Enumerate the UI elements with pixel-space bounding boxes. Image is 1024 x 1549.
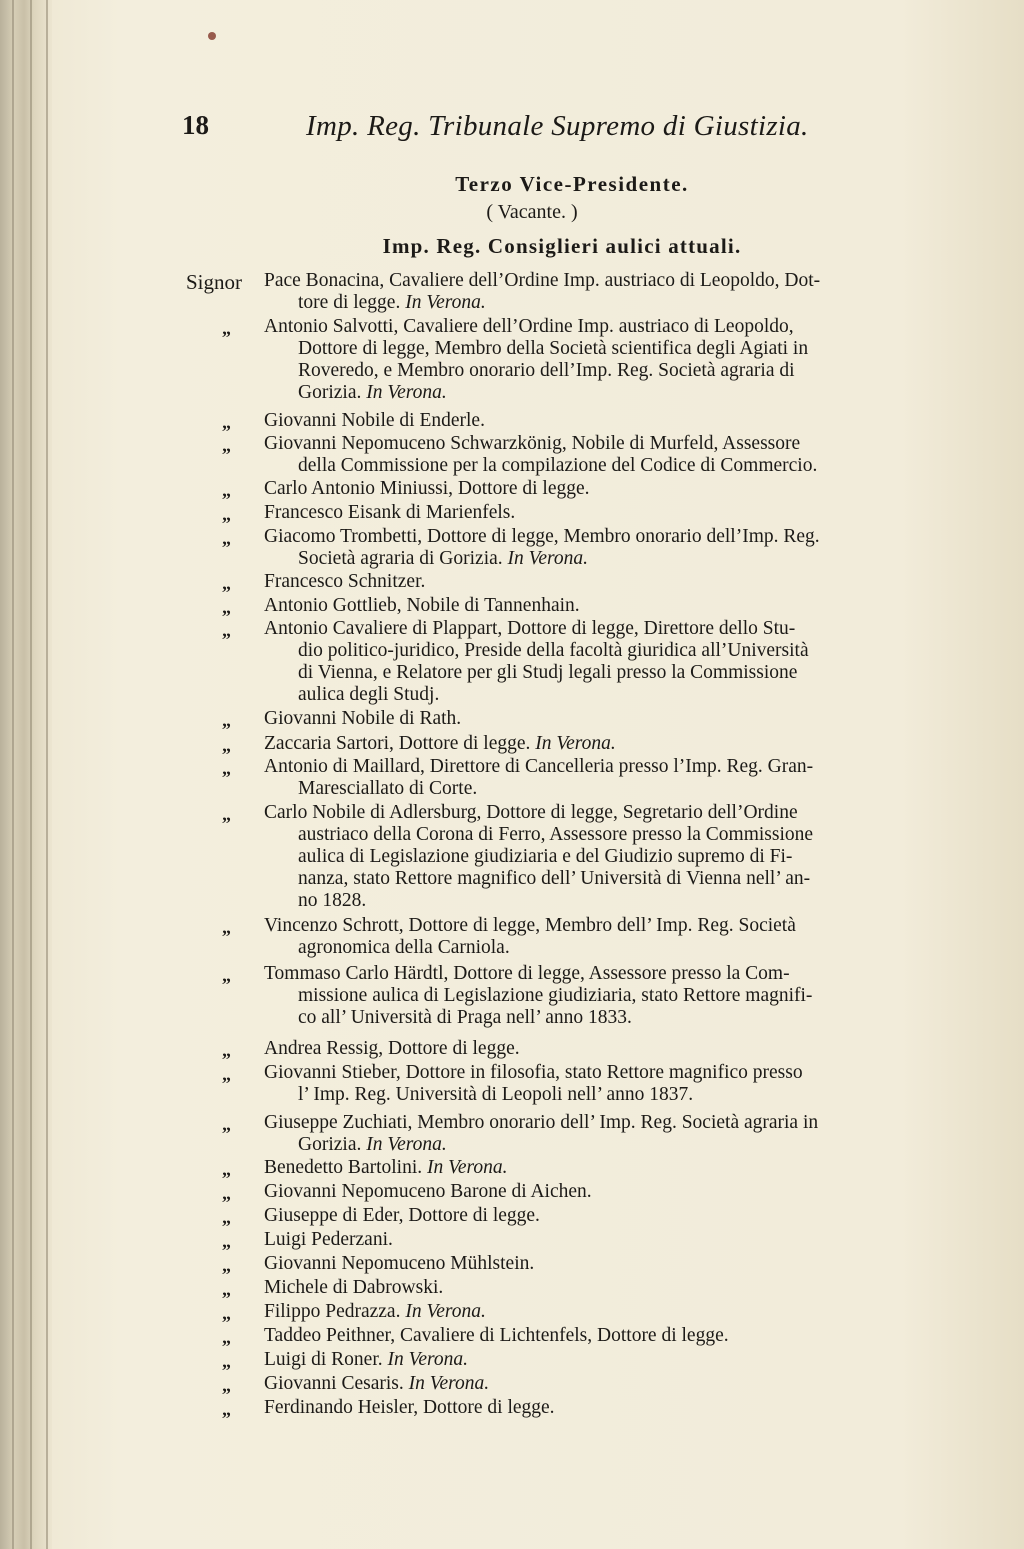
- ditto-mark: „: [222, 965, 231, 985]
- entry-line: [264, 1397, 990, 1419]
- entry-line: [264, 433, 990, 455]
- ditto-mark: „: [222, 1207, 231, 1227]
- entry-line-text: Carlo Nobile di Adlersburg, Dottore di legge, Segretario dell’Ordine: [264, 802, 798, 823]
- entry-line-text: Gorizia.: [298, 382, 362, 403]
- entry-line: [264, 708, 990, 730]
- entry-text: [264, 1205, 990, 1227]
- running-title: Imp. Reg. Tribunale Supremo di Giustizia.: [306, 110, 809, 142]
- entry-line: [264, 1134, 990, 1156]
- entry-text: [264, 802, 990, 912]
- entry-line: [264, 1112, 990, 1134]
- entry-line: [264, 571, 990, 593]
- entry-text: [264, 1373, 990, 1395]
- heading-terzo-vice-presidente: Terzo Vice-Presidente.: [455, 172, 689, 196]
- entry-line-text: Società agraria di Gorizia.: [298, 548, 503, 569]
- ditto-mark: „: [222, 528, 231, 548]
- entry-line: [264, 1373, 990, 1395]
- entry-line: [264, 595, 990, 617]
- entry-line-text: Carlo Antonio Miniussi, Dottore di legge.: [264, 478, 590, 499]
- binding-fold-line: [12, 0, 14, 1549]
- entry-line: [264, 824, 990, 846]
- entry-line-text: Luigi Pederzani.: [264, 1229, 393, 1250]
- entry-line-text: Giovanni Nepomuceno Mühlstein.: [264, 1253, 535, 1274]
- ditto-mark: „: [222, 435, 231, 455]
- entry-line-text: aulica degli Studj.: [298, 684, 440, 705]
- entry-line-text: Zaccaria Sartori, Dottore di legge.: [264, 733, 531, 754]
- entry-line: [264, 270, 990, 292]
- entry-text: [264, 1157, 990, 1179]
- entry-place: In Verona.: [366, 1134, 447, 1155]
- entry-text: [264, 733, 990, 755]
- ditto-mark: „: [222, 620, 231, 640]
- ditto-mark: „: [222, 1351, 231, 1371]
- entry-place: In Verona.: [387, 1349, 469, 1370]
- entry-line: [264, 618, 990, 640]
- entry-line-text: Gorizia.: [298, 1134, 362, 1155]
- ditto-mark: „: [222, 1159, 231, 1179]
- entry-line-text: Ferdinando Heisler, Dottore di legge.: [264, 1397, 555, 1418]
- ditto-mark: „: [222, 1399, 231, 1419]
- ditto-mark: „: [222, 318, 231, 338]
- entry-line: [264, 985, 990, 1007]
- entry-line: [264, 1277, 990, 1299]
- entry-line-text: Giovanni Nepomuceno Schwarzkönig, Nobile di Murfeld, Assessore: [264, 433, 801, 454]
- entry-line-text: Taddeo Peithner, Cavaliere di Lichtenfels, Dottore di legge.: [264, 1325, 729, 1346]
- entry-line-text: aulica di Legislazione giudiziaria e del Giudizio supremo di Fi-: [298, 846, 793, 867]
- entry-place: In Verona.: [427, 1157, 508, 1178]
- entry-line: [264, 963, 990, 985]
- entry-text: [264, 270, 990, 314]
- entry-line: [264, 316, 990, 338]
- entry-line: [264, 338, 990, 360]
- entry-text: [264, 1062, 990, 1106]
- entry-line-text: della Commissione per la compilazione del Codice di Commercio.: [298, 455, 818, 476]
- entry-line: [264, 684, 990, 706]
- entry-text: [264, 1112, 990, 1156]
- entry-line: [264, 1325, 990, 1347]
- ditto-mark: „: [222, 1375, 231, 1395]
- entry-text: [264, 571, 990, 593]
- entry-line: [264, 360, 990, 382]
- entry-line: [264, 1007, 990, 1029]
- entry-text: [264, 756, 990, 800]
- entry-line: [264, 478, 990, 500]
- binding-fold-line: [46, 0, 48, 1549]
- ink-spot: [208, 32, 216, 40]
- entry-place: In Verona.: [535, 733, 616, 754]
- entry-line-text: Andrea Ressig, Dottore di legge.: [264, 1038, 520, 1059]
- entry-line-text: l’ Imp. Reg. Università di Leopoli nell’ anno 1837.: [298, 1084, 694, 1105]
- entry-text: [264, 478, 990, 500]
- entry-place: In Verona.: [408, 1373, 490, 1394]
- entry-text: [264, 618, 990, 706]
- entry-line-text: Giovanni Nepomuceno Barone di Aichen.: [264, 1181, 592, 1202]
- entry-line: [264, 1084, 990, 1106]
- entry-line-text: Francesco Schnitzer.: [264, 571, 426, 592]
- entry-line: [264, 502, 990, 524]
- entry-line-text: Giacomo Trombetti, Dottore di legge, Membro onorario dell’Imp. Reg.: [264, 526, 820, 547]
- ditto-mark: „: [222, 1231, 231, 1251]
- entry-text: [264, 526, 990, 570]
- entry-place: In Verona.: [405, 1301, 486, 1322]
- ditto-mark: „: [222, 1040, 231, 1060]
- running-head: [182, 110, 982, 150]
- entry-text: [264, 316, 990, 404]
- entry-line-text: tore di legge.: [298, 292, 401, 313]
- entry-line: [264, 526, 990, 548]
- entry-line: [264, 1038, 990, 1060]
- entry-line-text: di Vienna, e Relatore per gli Studj legali presso la Commissione: [298, 662, 798, 683]
- binding-fold-line: [30, 0, 32, 1549]
- entry-text: [264, 1181, 990, 1203]
- entry-line: [264, 937, 990, 959]
- entry-line-text: missione aulica di Legislazione giudiziaria, stato Rettore magnifi-: [298, 985, 813, 1006]
- entry-line-text: Roveredo, e Membro onorario dell’Imp. Reg. Società agraria di: [298, 360, 795, 381]
- entry-line-text: Antonio Cavaliere di Plappart, Dottore di legge, Direttore dello Stu-: [264, 618, 796, 639]
- entry-text: [264, 502, 990, 524]
- ditto-mark: „: [222, 1303, 231, 1323]
- entry-line-text: Giovanni Stieber, Dottore in filosofia, stato Rettore magnifico presso: [264, 1062, 803, 1083]
- ditto-mark: „: [222, 1279, 231, 1299]
- entry-text: [264, 1229, 990, 1251]
- entry-text: [264, 708, 990, 730]
- entry-line-text: agronomica della Carniola.: [298, 937, 510, 958]
- book-binding: [0, 0, 52, 1549]
- entry-text: [264, 1038, 990, 1060]
- ditto-mark: „: [222, 1255, 231, 1275]
- entry-line-text: Luigi di Roner.: [264, 1349, 383, 1370]
- ditto-mark: „: [222, 480, 231, 500]
- entry-place: In Verona.: [507, 548, 589, 569]
- entry-line: [264, 1301, 990, 1323]
- entry-text: [264, 1253, 990, 1275]
- entry-line-text: Antonio di Maillard, Direttore di Cancelleria presso l’Imp. Reg. Gran-: [264, 756, 814, 777]
- entry-text: [264, 595, 990, 617]
- entry-line-text: Pace Bonacina, Cavaliere dell’Ordine Imp. austriaco di Leopoldo, Dot-: [264, 270, 821, 291]
- entry-line: [264, 410, 990, 432]
- entry-line: [264, 1253, 990, 1275]
- entry-line-text: Francesco Eisank di Marienfels.: [264, 502, 516, 523]
- ditto-mark: „: [222, 1183, 231, 1203]
- ditto-mark: „: [222, 804, 231, 824]
- ditto-mark: „: [222, 1327, 231, 1347]
- ditto-mark: „: [222, 597, 231, 617]
- entry-line: [264, 890, 990, 912]
- entry-line: [264, 1349, 990, 1371]
- entry-text: [264, 1301, 990, 1323]
- entry-line: [264, 756, 990, 778]
- entry-title-signor: Signor: [186, 270, 243, 294]
- ditto-mark: „: [222, 710, 231, 730]
- entry-line: [264, 846, 990, 868]
- entry-text: [264, 1325, 990, 1347]
- entry-line-text: Giovanni Cesaris.: [264, 1373, 404, 1394]
- entry-line: [264, 548, 990, 570]
- entry-line: [264, 1157, 990, 1179]
- entry-line-text: Antonio Gottlieb, Nobile di Tannenhain.: [264, 595, 580, 616]
- entry-line-text: no 1828.: [298, 890, 367, 911]
- entry-line: [264, 778, 990, 800]
- vacante-note: ( Vacante. ): [486, 201, 578, 223]
- entry-line: [264, 802, 990, 824]
- entry-text: [264, 1277, 990, 1299]
- entry-line-text: Dottore di legge, Membro della Società scientifica degli Agiati in: [298, 338, 809, 359]
- entry-place: In Verona.: [405, 292, 486, 313]
- entry-line: [264, 1229, 990, 1251]
- entry-line-text: Giuseppe di Eder, Dottore di legge.: [264, 1205, 540, 1226]
- entry-text: [264, 1397, 990, 1419]
- entry-line-text: Filippo Pedrazza.: [264, 1301, 401, 1322]
- entry-line-text: Giuseppe Zuchiati, Membro onorario dell’ Imp. Reg. Società agraria in: [264, 1112, 819, 1133]
- entry-line: [264, 292, 990, 314]
- ditto-mark: „: [222, 1064, 231, 1084]
- entry-line-text: nanza, stato Rettore magnifico dell’ Università di Vienna nell’ an-: [298, 868, 811, 889]
- heading-consiglieri: Imp. Reg. Consiglieri aulici attuali.: [382, 234, 742, 258]
- ditto-mark: „: [222, 758, 231, 778]
- ditto-mark: „: [222, 1114, 231, 1134]
- entry-line: [264, 1062, 990, 1084]
- entry-line-text: co all’ Università di Praga nell’ anno 1833.: [298, 1007, 632, 1028]
- entry-line: [264, 733, 990, 755]
- entry-line: [264, 1205, 990, 1227]
- entry-line-text: Benedetto Bartolini.: [264, 1157, 423, 1178]
- entry-text: [264, 1349, 990, 1371]
- entry-line-text: Antonio Salvotti, Cavaliere dell’Ordine Imp. austriaco di Leopoldo,: [264, 316, 794, 337]
- ditto-mark: „: [222, 735, 231, 755]
- ditto-mark: „: [222, 573, 231, 593]
- entry-text: [264, 410, 990, 432]
- entry-line: [264, 640, 990, 662]
- ditto-mark: „: [222, 917, 231, 937]
- ditto-mark: „: [222, 412, 231, 432]
- entry-text: [264, 433, 990, 477]
- entry-line-text: Vincenzo Schrott, Dottore di legge, Membro dell’ Imp. Reg. Società: [264, 915, 796, 936]
- entry-line: [264, 382, 990, 404]
- ditto-mark: „: [222, 504, 231, 524]
- entry-line-text: dio politico-juridico, Preside della facoltà giuridica all’Università: [298, 640, 809, 661]
- entry-line: [264, 455, 990, 477]
- entry-line: [264, 1181, 990, 1203]
- entry-line-text: Michele di Dabrowski.: [264, 1277, 444, 1298]
- entry-line-text: Tommaso Carlo Härdtl, Dottore di legge, Assessore presso la Com-: [264, 963, 790, 984]
- entry-line: [264, 915, 990, 937]
- entry-line-text: Giovanni Nobile di Rath.: [264, 708, 462, 729]
- entry-line: [264, 662, 990, 684]
- entry-line-text: Giovanni Nobile di Enderle.: [264, 410, 485, 431]
- entry-line-text: Maresciallato di Corte.: [298, 778, 478, 799]
- entry-place: In Verona.: [366, 382, 447, 403]
- entry-text: [264, 915, 990, 959]
- entry-line: [264, 868, 990, 890]
- page-number: 18: [182, 110, 209, 140]
- entry-line-text: austriaco della Corona di Ferro, Assessore presso la Commissione: [298, 824, 814, 845]
- entry-text: [264, 963, 990, 1029]
